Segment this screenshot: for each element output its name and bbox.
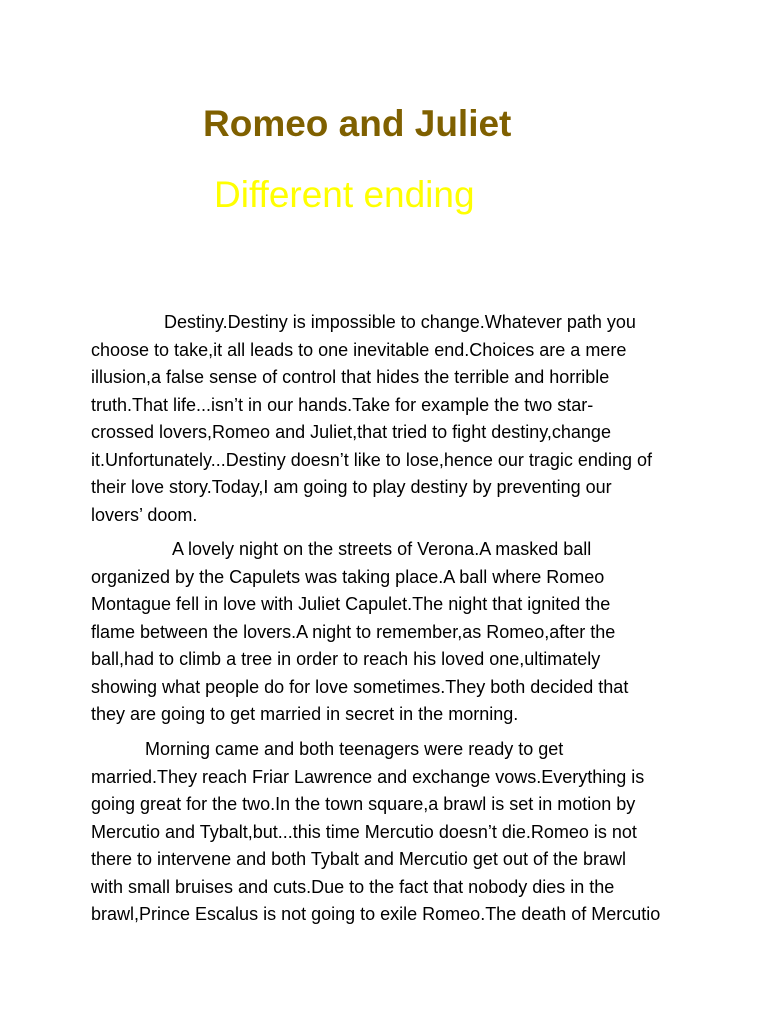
document-title: Romeo and Juliet bbox=[203, 103, 512, 144]
document-subtitle: Different ending bbox=[214, 174, 475, 215]
paragraph-line: married.They reach Friar Lawrence and exchange vows.Everything is bbox=[91, 766, 645, 787]
paragraph-line: organized by the Capulets was taking place.A ball where Romeo bbox=[91, 566, 605, 587]
paragraph-line: with small bruises and cuts.Due to the fact that nobody dies in the bbox=[91, 876, 615, 897]
paragraph-line: crossed lovers,Romeo and Juliet,that tried to fight destiny,change bbox=[91, 422, 611, 442]
paragraph-verona-ball bbox=[91, 536, 683, 729]
paragraph-line: their love story.Today,I am going to play destiny by preventing our bbox=[91, 477, 612, 497]
paragraph-line: going great for the two.In the town square,a brawl is set in motion by bbox=[91, 794, 636, 814]
paragraph-line: there to intervene and both Tybalt and Mercutio get out of the brawl bbox=[91, 849, 627, 869]
paragraph-line: showing what people do for love sometimes.They both decided that bbox=[91, 676, 629, 697]
paragraph-line: illusion,a false sense of control that hides the terrible and horrible bbox=[91, 367, 610, 387]
paragraph-line: A lovely night on the streets of Verona.A masked ball bbox=[172, 539, 592, 559]
paragraph-line: ball,had to climb a tree in order to reach his loved one,ultimately bbox=[91, 649, 601, 669]
paragraph-line: Destiny.Destiny is impossible to change.Whatever path you bbox=[164, 312, 636, 332]
paragraph-line: brawl,Prince Escalus is not going to exile Romeo.The death of Mercutio bbox=[91, 904, 661, 924]
paragraph-line: Mercutio and Tybalt,but...this time Mercutio doesn’t die.Romeo is not bbox=[91, 821, 637, 842]
paragraph-line: lovers’ doom. bbox=[91, 504, 198, 525]
paragraph-line: choose to take,it all leads to one inevitable end.Choices are a mere bbox=[91, 339, 627, 360]
paragraph-morning bbox=[91, 736, 683, 929]
paragraph-line: they are going to get married in secret in the morning. bbox=[91, 704, 519, 724]
paragraph-line: Montague fell in love with Juliet Capulet.The night that ignited the bbox=[91, 594, 611, 614]
paragraph-line: it.Unfortunately...Destiny doesn’t like to lose,hence our tragic ending of bbox=[91, 449, 652, 470]
paragraph-destiny bbox=[91, 309, 683, 529]
paragraph-line: Morning came and both teenagers were ready to get bbox=[145, 739, 564, 759]
paragraph-line: flame between the lovers.A night to remember,as Romeo,after the bbox=[91, 621, 616, 642]
paragraph-line: truth.That life...isn’t in our hands.Take for example the two star- bbox=[91, 394, 594, 415]
